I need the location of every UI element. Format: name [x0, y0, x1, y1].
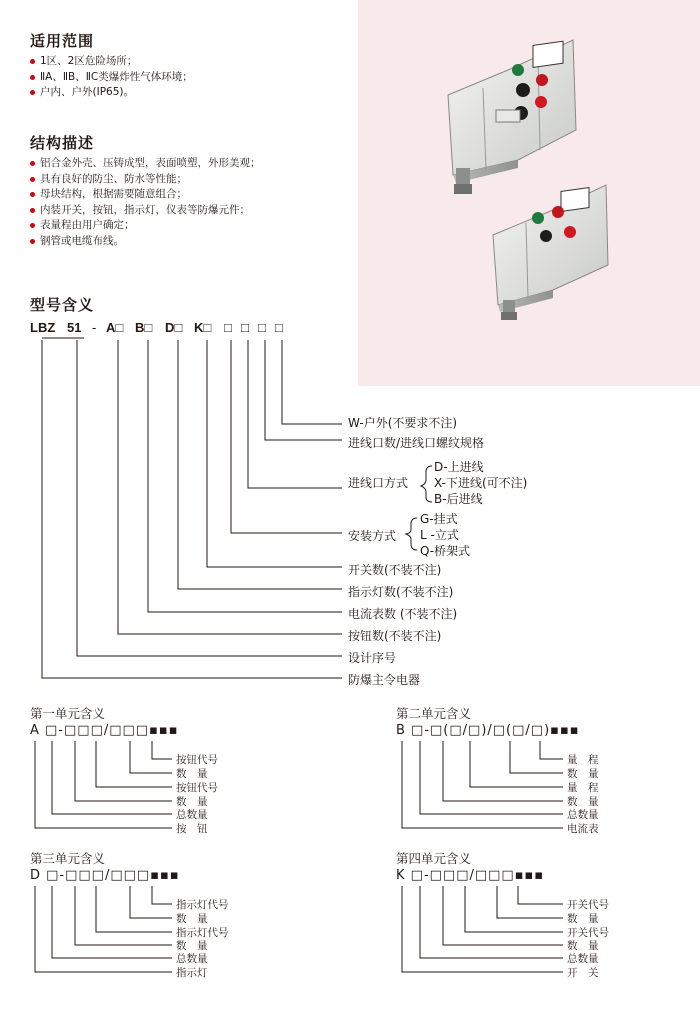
unit2-title: 第二单元含义: [396, 706, 472, 721]
unit3-label: 指示灯代号: [176, 927, 229, 939]
code-mount: □: [224, 320, 232, 335]
label-button: 按钮数(不装不注): [348, 629, 442, 643]
list-item: 钢管或电缆布线。: [30, 234, 261, 250]
code-a: A□: [106, 320, 124, 335]
unit2-label: 量 程: [567, 754, 599, 766]
unit4-label: 数 量: [567, 940, 599, 952]
unit3-label: 数 量: [176, 913, 208, 925]
label-switch: 开关数(不装不注): [348, 563, 442, 577]
code-w: □: [275, 320, 283, 335]
code-51: 51: [67, 320, 82, 335]
unit4-code: K □-□□□/□□□▪▪▪: [396, 868, 545, 883]
unit2-label: 电流表: [567, 823, 599, 835]
model-title: 型号含义: [30, 296, 95, 314]
code-thread: □: [258, 320, 266, 335]
unit3-label: 指示灯: [176, 967, 208, 979]
code-dash: -: [92, 320, 97, 335]
unit1-label: 按钮代号: [176, 782, 218, 794]
list-item: 具有良好的防尘、防水等性能；: [30, 172, 261, 188]
code-lbz: LBZ: [30, 320, 56, 335]
unit3-title: 第三单元含义: [30, 851, 106, 866]
entry-opt-x: X-下进线(可不注): [434, 476, 528, 490]
unit4-title: 第四单元含义: [396, 851, 472, 866]
scope-title: 适用范围: [30, 32, 95, 50]
unit4-label: 开 关: [567, 967, 599, 979]
mount-opt-q: Q-桥架式: [420, 544, 471, 558]
list-item: ⅡA、ⅡB、ⅡC类爆炸性气体环境；: [30, 70, 193, 86]
code-d: D□: [165, 320, 183, 335]
label-product: 防爆主令电器: [348, 673, 421, 687]
unit1-label: 数 量: [176, 796, 208, 808]
unit3-label: 总数量: [176, 953, 208, 965]
label-meter: 电流表数 (不装不注): [348, 607, 458, 621]
label-design: 设计序号: [348, 651, 397, 665]
unit1-label: 按钮代号: [176, 754, 218, 766]
list-item: 母块结构，根据需要随意组合；: [30, 187, 261, 203]
list-item: 表量程由用户确定；: [30, 218, 261, 234]
unit2-label: 数 量: [567, 768, 599, 780]
unit4-label: 开关代号: [567, 899, 609, 911]
label-w: W-户外(不要求不注): [348, 416, 458, 430]
unit1-title: 第一单元含义: [30, 706, 106, 721]
unit4-label: 总数量: [567, 953, 599, 965]
code-entry: □: [241, 320, 249, 335]
label-thread: 进线口数/进线口螺纹规格: [348, 436, 485, 450]
mount-opt-l: L -立式: [420, 528, 459, 542]
unit3-code: D □-□□□/□□□▪▪▪: [30, 868, 180, 883]
entry-opt-d: D-上进线: [434, 460, 484, 474]
unit2-code: B □-□(□/□)/□(□/□)▪▪▪: [396, 723, 580, 738]
entry-opt-b: B-后进线: [434, 492, 483, 506]
list-item: 户内、户外(IP65)。: [30, 85, 193, 101]
structure-title: 结构描述: [30, 134, 95, 152]
unit2-label: 数 量: [567, 796, 599, 808]
unit3-label: 指示灯代号: [176, 899, 229, 911]
list-item: 内装开关，按钮，指示灯，仪表等防爆元件；: [30, 203, 261, 219]
unit4-label: 数 量: [567, 913, 599, 925]
unit1-label: 按 钮: [176, 823, 208, 835]
label-lamp: 指示灯数(不装不注): [348, 585, 454, 599]
unit2-label: 量 程: [567, 782, 599, 794]
unit1-code: A □-□□□/□□□▪▪▪: [30, 723, 179, 738]
label-entry: 进线口方式: [348, 476, 409, 490]
unit1-label: 总数量: [176, 809, 208, 821]
label-mount: 安装方式: [348, 529, 397, 543]
code-k: K□: [194, 320, 212, 335]
unit2-label: 总数量: [567, 809, 599, 821]
unit3-label: 数 量: [176, 940, 208, 952]
mount-opt-g: G-挂式: [420, 512, 458, 526]
unit1-label: 数 量: [176, 768, 208, 780]
list-item: 1区、2区危险场所；: [30, 54, 193, 70]
code-b: B□: [135, 320, 153, 335]
unit4-label: 开关代号: [567, 927, 609, 939]
list-item: 铝合金外壳、压铸成型，表面喷塑，外形美观；: [30, 156, 261, 172]
